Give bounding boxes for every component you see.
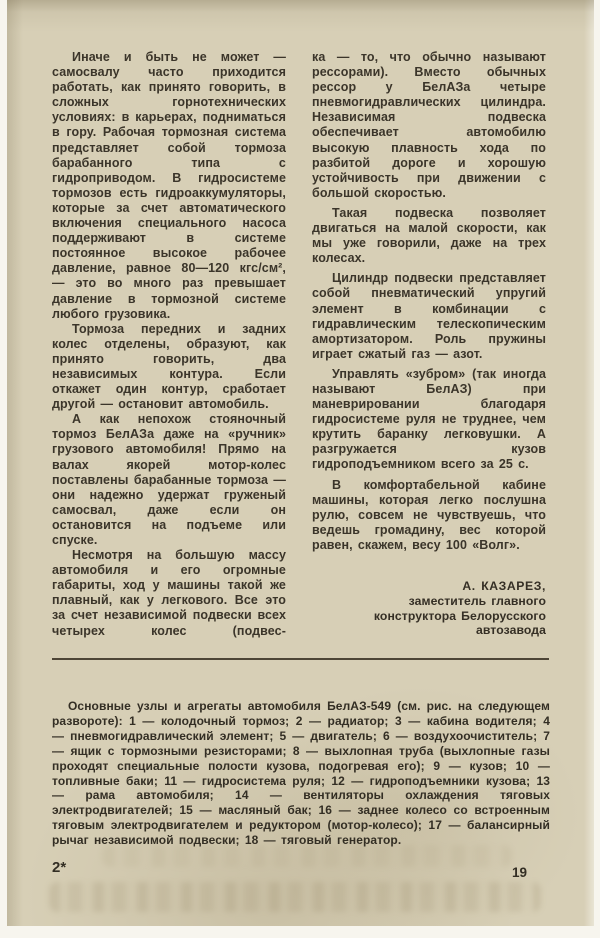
showthrough-texture (102, 845, 512, 867)
paragraph: Тормоза передних и задних колес отделены, образуют, как принято говорить, два независимых контура. Если откажет один контур, сработает другой — остановит автомобиль. (52, 321, 286, 412)
author-title-line: конструктора Белорусского (373, 608, 546, 623)
showthrough-texture (49, 882, 541, 912)
article-columns (52, 50, 546, 639)
author-signature (312, 579, 546, 638)
divider-rule (52, 658, 549, 660)
printers-signature-mark: 2* (52, 859, 67, 876)
figure-caption: Основные узлы и агрегаты автомобиля БелАЗ-549 (см. рис. на следующем развороте): 1 — колодочный тормоз; 2 — радиатор; 3 — кабина водителя; 4 — пневмогидравлический элемент; 5 — двигатель; 6 — воздухоочиститель; 7 — ящик с тормозными резисторами; 8 — выхлопная труба (выхлопные газы проходят специальные полости кузова, подогревая его); 9 — кузов; 10 — топливные баки; 11 — гидросистема руля; 12 — гидроподъемники кузова; 13 — рама автомобиля; 14 — вентиляторы охлаждения тяговых электродвигателей; 15 — масляный бак; 16 — заднее колесо со встроенным тяговым электродвигателем и редуктором (мотор-колесо); 17 — балансирный рычаг независимой подвески; 18 — тяговый генератор. (52, 699, 550, 848)
paragraph: Такая подвеска позволяет двигаться на малой скорости, как мы уже говорили, даже на трех колесах. (312, 205, 546, 266)
paragraph: Иначе и быть не может — самосвалу часто приходится работать, как принято говорить, в сложных горнотехнических условиях: в карьерах, подниматься в гору. Рабочая тормозная система представляет собой тормоза барабанного типа с гидроприводом. В гидросистеме тормозов есть гидроаккумуляторы, которые за счет автоматического включения специального насоса поддерживают в системе постоянное высокое рабочее давление, равное 80—120 кгс/см², — это во много раз превышает давление в тормозной системе любого грузовика. (52, 50, 286, 321)
paragraph: А как непохож стояночный тормоз БелАЗа даже на «ручник» грузового автомобиля! Прямо на валах якорей мотор-колес поставлены барабанные тормоза — они надежно удержат груженый самосвал, даже если он остановится на подъеме или спуске. (52, 412, 286, 547)
author-title-line: автозавода (475, 623, 546, 638)
right-column (312, 50, 546, 639)
paragraph: Управлять «зубром» (так иногда называют БелАЗ) при маневрировании благодаря гидросистеме руля не труднее, чем крутить баранку легковушки. А разгружается кузов гидроподъемником всего за 25 с. (312, 366, 546, 472)
paragraph: В комфортабельной кабине машины, которая легко послушна рулю, совсем не чувствуешь, что ведешь громадину, вес которой равен, скажем, весу 100 «Волг». (312, 477, 546, 552)
paragraph: Цилиндр подвески представляет собой пневматический упругий элемент в комбинации с гидравлическим телескопическим амортизатором. Роль пружины играет сжатый газ — азот. (312, 271, 546, 361)
paragraph: ка — то, что обычно называют рессорами). Вместо обычных рессор у БелАЗа четыре пневмогидравлических цилиндра. Независимая подвеска обеспечивает автомобилю высокую плавность хода по разбитой дороге и хорошую устойчивость при движении с большой скоростью. (312, 50, 546, 200)
author-name: А. КАЗАРЕЗ, (462, 579, 546, 593)
paragraph: Несмотря на большую массу автомобиля и его огромные габариты, ход у машины такой же плавный, как у легкового. Все это за счет независимой подвески всех четырех колес (подвес- (52, 548, 286, 638)
page-number: 19 (512, 865, 528, 880)
scanned-page (7, 0, 594, 926)
author-title-line: заместитель главного (408, 593, 546, 608)
left-column (52, 50, 286, 639)
